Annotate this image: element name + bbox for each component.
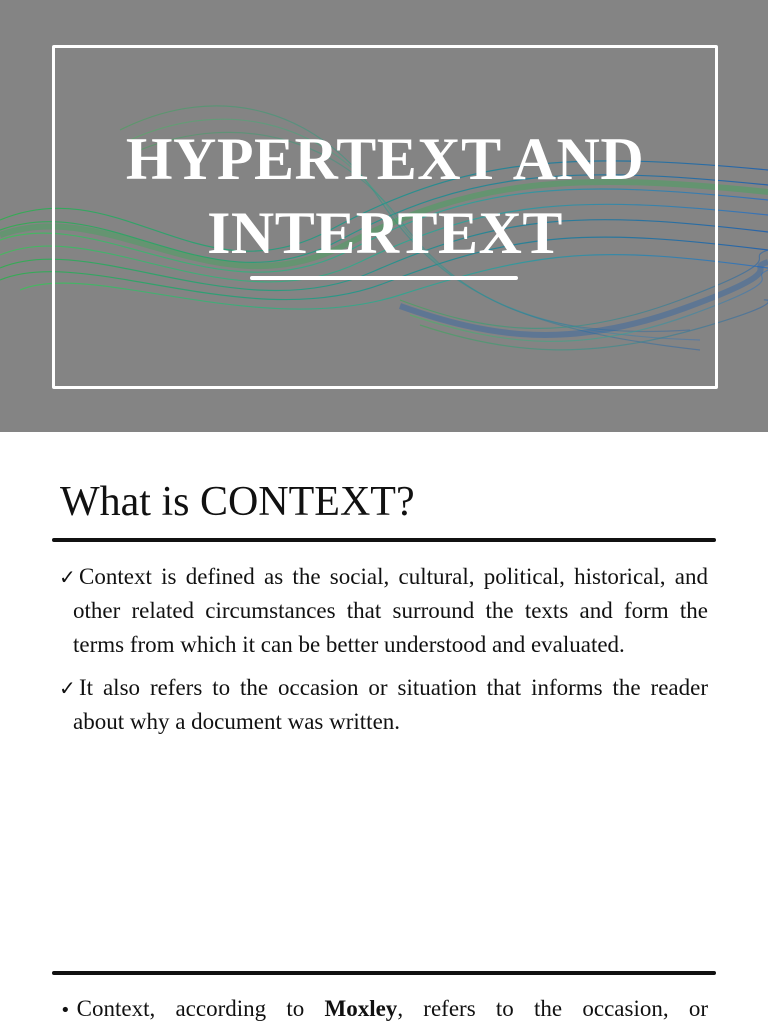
heading-divider [52, 538, 716, 542]
list-item [60, 560, 708, 662]
content-slide [0, 432, 768, 1024]
next-slide-preview [60, 992, 708, 1028]
preview-bold-name: Moxley [324, 996, 398, 1021]
title-slide [0, 0, 768, 432]
preview-text-after: , refers to the occasion, or [397, 996, 708, 1021]
list-item [60, 671, 708, 739]
check-mark-icon: ✓ [59, 565, 76, 589]
bullet-text: It also refers to the occasion or situation that informs the reader about why a document was written. [73, 675, 708, 734]
bullet-text: Context is defined as the social, cultural, political, historical, and other related circumstances that surround the texts and form the terms from which it can be better understood and evaluated. [73, 564, 708, 657]
slide-title: HYPERTEXT AND INTERTEXT [125, 126, 645, 266]
bullet-dot-icon: • [60, 1000, 71, 1021]
slide-divider [52, 971, 716, 975]
slide-heading: What is CONTEXT? [60, 479, 415, 525]
title-underline [250, 276, 518, 280]
preview-text-before: Context, according to [76, 996, 325, 1021]
bullet-list [60, 560, 708, 748]
check-mark-icon: ✓ [59, 676, 76, 700]
